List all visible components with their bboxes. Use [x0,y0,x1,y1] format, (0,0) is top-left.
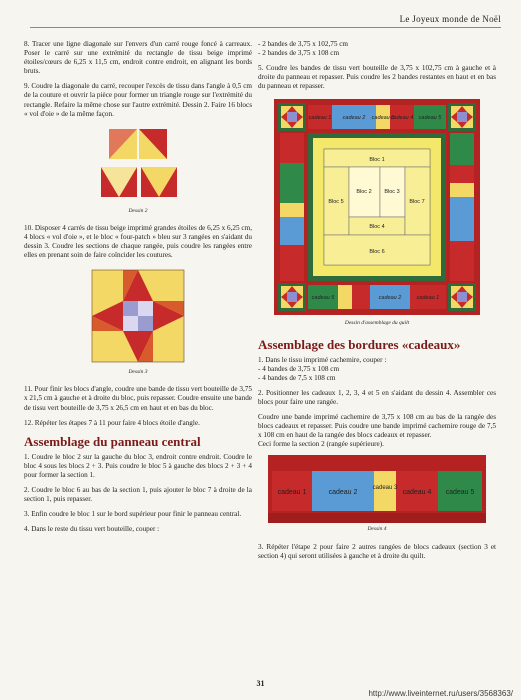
panneau-step-1: 1. Coudre le bloc 2 sur la gauche du bloc 3, endroit contre endroit. Coudre le bloc 4 sous les blocs 2 + 3. Puis coudre le bloc 5 à gauche des blocs 2 + 3 + 4 pour former la section 1. [24,452,252,479]
quilt-cadeau-2-bottom: cadeau 2 [378,295,402,302]
step-9: 9. Coudre la diagonale du carré, recouper l'excès de tissu dans l'angle à 0,5 cm de la couture et ouvrir la pièce pour former un triangle rouge sur l'extrémité du rectangle. Refaire la même chose sur l'autre extrémité. Dessin 2. Faire 16 blocs « vol d'oie » de la même façon. [24,82,252,118]
step-5: 5. Coudre les bandes de tissu vert bouteille de 3,75 x 102,75 cm à gauche et à droite du panneau et repasser. Puis coudre les 2 bandes restantes en haut et en bas du panneau et repasser. [258,64,496,91]
bordures-step-1: 1. Dans le tissu imprimé cachemire, couper : [258,355,387,364]
dessin4-cadeau-3: cadeau 3 [372,485,398,492]
step-11: 11. Pour finir les blocs d'angle, coudre une bande de tissu vert bouteille de 3,75 x 21,5 cm à gauche et à droite du bloc, puis repasser. Coudre ensuite une bande de tissu vert bouteille de 3,75 x 26,5 cm en haut et en bas du bloc. [24,385,252,412]
quilt-bloc-2: Bloc 2 [356,189,372,196]
panneau-step-2: 2. Coudre le bloc 6 au bas de la section 1, puis ajouter le bloc 7 à droite de la section 1, puis repasser. [24,485,252,504]
quilt-diagram-caption: Dessin d'assemblage du quilt [344,320,410,327]
page-number: 31 [256,679,265,688]
dessin-4-gift-row [268,455,486,523]
quilt-cadeau-4-top: cadeau 4 [390,115,414,122]
step-8: 8. Tracer une ligne diagonale sur l'envers d'un carré rouge foncé à carreaux. Poser le carré sur une extrémité du rectangle de tissu beige imprimé étoiles/cœurs de 6,25 x 11,5 cm, endroit contre endroit, en alignant les bords bruts. [24,40,252,76]
bordures-step-2c: Ceci forme la section 2 (rangée supérieure). [258,440,384,449]
bordures-cut-2: - 4 bandes de 7,5 x 108 cm [258,373,336,382]
dessin4-cadeau-2: cadeau 2 [328,489,358,497]
corner-star-top-left [278,103,306,131]
quilt-cadeau-1-bottom: cadeau 1 [416,295,440,302]
dessin-2-caption: Dessin 2 [128,207,148,214]
quilt-cadeau-1-top: cadeau 1 [308,115,332,122]
bordures-step-3: 3. Répéter l'étape 2 pour faire 2 autres rangées de blocs cadeaux (section 3 et section 4) qui seront utilisées à gauche et à droite du quilt. [258,542,496,560]
quilt-cadeau-3-top: cadeau 3 [371,115,395,122]
source-url-watermark: http://www.liveinternet.ru/users/3568363/ [368,689,513,698]
quilt-bloc-4: Bloc 4 [369,224,385,231]
quilt-assembly-diagram [272,97,482,317]
quilt-cadeau-2-top: cadeau 2 [342,115,366,122]
running-header: Le Joyeux monde de Noël [30,14,501,28]
corner-star-bottom-right [448,283,476,311]
heading-panneau-central: Assemblage du panneau central [24,433,201,449]
dessin4-cadeau-4: cadeau 4 [402,489,432,497]
bordures-cut-1: - 4 bandes de 3,75 x 108 cm [258,364,340,373]
quilt-bloc-7: Bloc 7 [409,199,425,206]
cut-list-1: - 2 bandes de 3,75 x 102,75 cm [258,40,349,48]
bordures-step-2: 2. Positionner les cadeaux 1, 2, 3, 4 et 5 en s'aidant du dessin 4. Assembler ces blocs pour faire une rangée. [258,388,496,406]
corner-star-bottom-left [278,283,306,311]
quilt-cadeau-5-bottom: cadeau 5 [311,295,335,302]
dessin-4-caption: Dessin 4 [367,526,387,533]
quilt-cadeau-5-top: cadeau 5 [418,115,442,122]
panneau-step-4: 4. Dans le reste du tissu vert bouteille, couper : [24,525,160,534]
panneau-step-3: 3. Enfin coudre le bloc 1 sur le bord supérieur pour finir le panneau central. [24,510,242,519]
corner-star-top-right [448,103,476,131]
quilt-bloc-5: Bloc 5 [328,199,344,206]
dessin-2-figure [63,125,213,205]
dessin4-cadeau-5: cadeau 5 [445,489,475,497]
dessin-3-caption: Dessin 3 [128,369,148,376]
right-column [258,40,496,567]
step-12: 12. Répéter les étapes 7 à 11 pour faire 4 blocs étoile d'angle. [24,418,200,427]
left-column [24,40,252,540]
bordures-step-2b: Coudre une bande imprimé cachemire de 3,75 x 108 cm au bas de la rangée des blocs cadeaux et repasser. Puis coudre une bande imprimé cachemire rouge de 7,5 x 108 cm en haut de la rangée des blocs cadeaux et repasser. [258,413,496,440]
heading-bordures-cadeaux: Assemblage des bordures «cadeaux» [258,336,461,352]
quilt-bloc-1: Bloc 1 [369,157,385,164]
dessin-3-star-block [88,266,188,366]
dessin4-cadeau-1: cadeau 1 [277,489,307,497]
quilt-bloc-3: Bloc 3 [384,189,400,196]
step-10: 10. Disposer 4 carrés de tissu beige imprimé grandes étoiles de 6,25 x 6,25 cm, 4 blocs « vol d'oie », et le bloc « four-patch » bleu sur 3 rangées en s'aidant du dessin 3. Coudre les sections de chaque rangée, puis coudre les rangées entre elles en prenant soin de faire coïncider les coutures. [24,223,252,260]
cut-list-2: - 2 bandes de 3,75 x 108 cm [258,49,340,58]
quilt-bloc-6: Bloc 6 [369,249,385,256]
